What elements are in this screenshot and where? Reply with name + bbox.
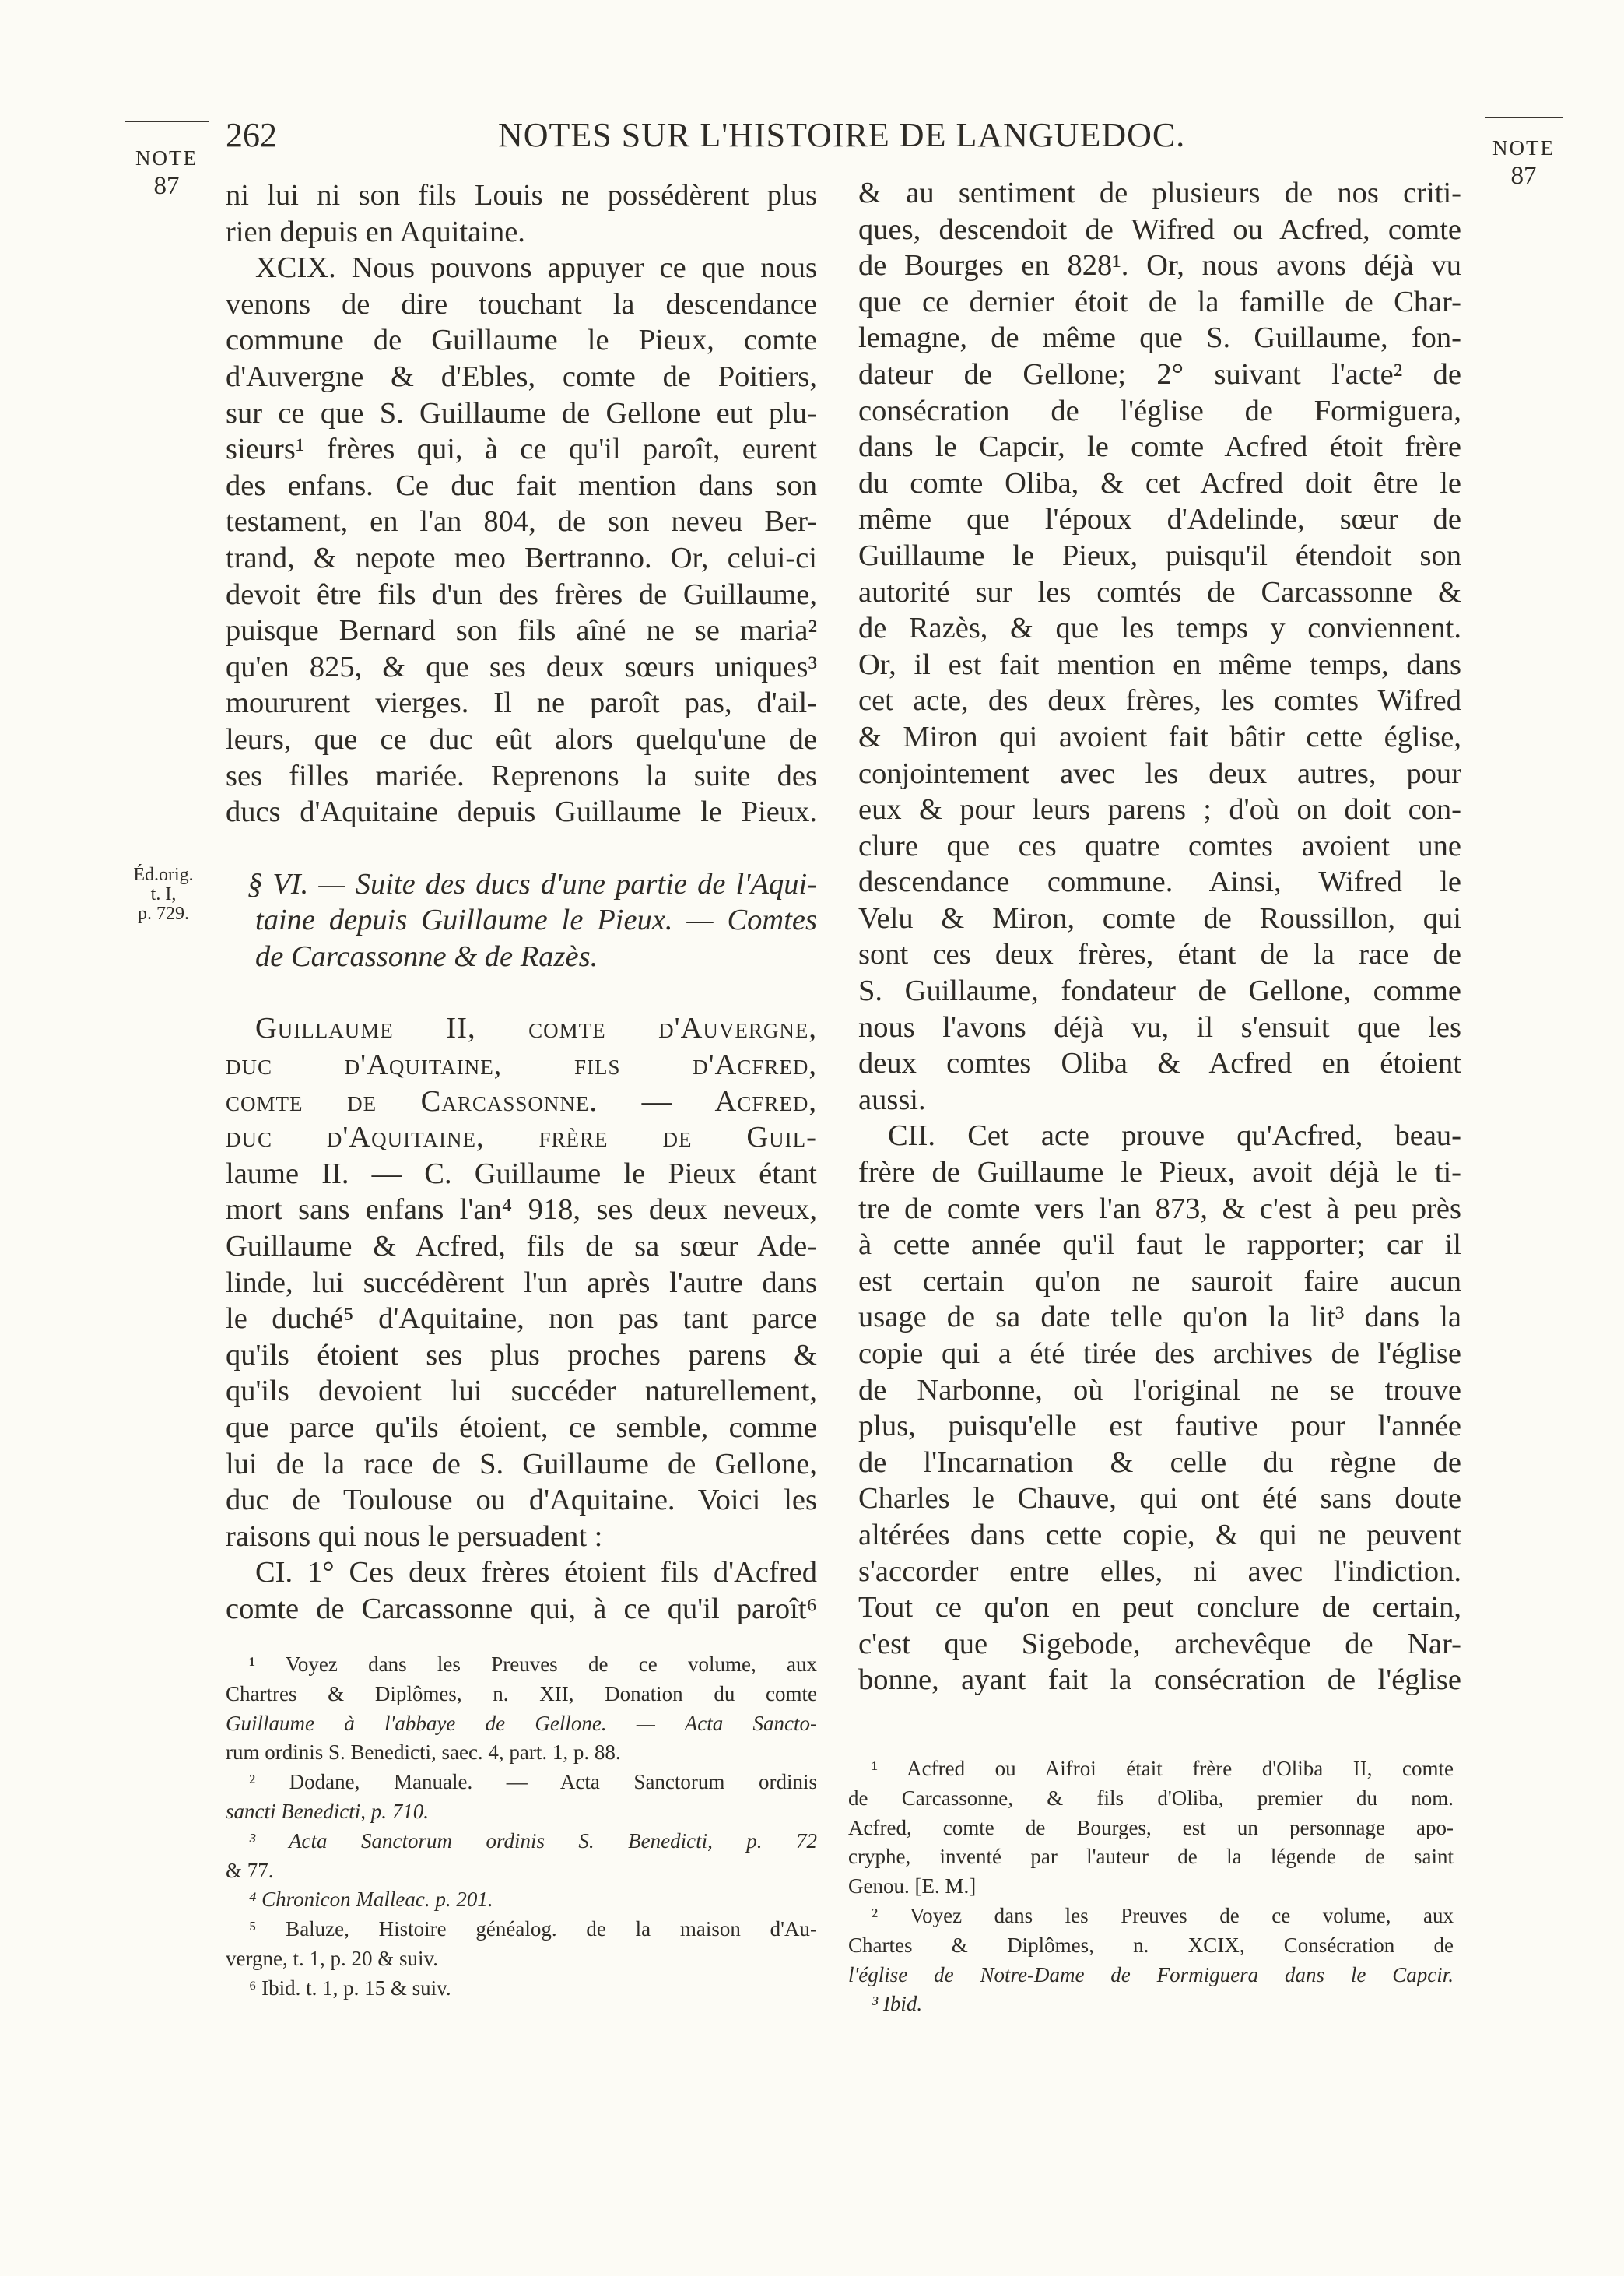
text-line: aussi. (858, 1083, 926, 1116)
text-line: à cette année qu'il faut le rapporter; car il (858, 1228, 1461, 1262)
text-line: qu'ils étoient ses plus proches parens & (226, 1338, 817, 1372)
text-line: bonne, ayant fait la consécration de l'église (858, 1663, 1461, 1697)
text-line: de Razès, & que les temps y conviennent. (858, 612, 1461, 645)
paragraph-xcix: XCIX. Nous pouvons appuyer ce que nous (255, 251, 817, 285)
text-line: cet acte, des deux frères, les comtes Wifred (858, 684, 1461, 718)
text-line: moururent vierges. Il ne paroît pas, d'ail- (226, 687, 817, 720)
text-line: Charles le Chauve, qui ont été sans doute (858, 1482, 1461, 1516)
text-line: ducs d'Aquitaine depuis Guillaume le Pieux. (226, 796, 817, 829)
text-line: Guillaume le Pieux, puisqu'il étendoit son (858, 539, 1461, 572)
text-line: linde, lui succédèrent l'un après l'autre dans (226, 1266, 817, 1299)
footnote-line: Chartres & Diplômes, n. XII, Donation du comte (226, 1681, 817, 1705)
footnote-line: ³ Ibid. (872, 1992, 923, 2016)
text-line: du comte Oliba, & cet Acfred doit être le (858, 466, 1461, 500)
margin-note-original-edition: Éd.orig. t. I, p. 729. (133, 865, 194, 924)
text-line: commune de Guillaume le Pieux, comte (226, 324, 817, 357)
running-title: NOTES SUR L'HISTOIRE DE LANGUEDOC. (498, 116, 1186, 154)
footnote-line: Guillaume à l'abbaye de Gellone. — Acta Sancto- (226, 1711, 817, 1735)
text-line: le duché⁵ d'Aquitaine, non pas tant parce (226, 1302, 817, 1336)
paragraph-ci: CI. 1° Ces deux frères étoient fils d'Acfred (255, 1556, 817, 1589)
text-line: Or, il est fait mention en même temps, dans (858, 648, 1461, 681)
text-line: ques, descendoit de Wifred ou Acfred, comte (858, 212, 1461, 246)
chapter-title: comte de Carcassonne. — Acfred, (226, 1084, 817, 1118)
text-line: copie qui a été tirée des archives de l'église (858, 1337, 1461, 1370)
text-line: sur ce que S. Guillaume de Gellone eut plu- (226, 396, 817, 430)
footnote-line: Chartes & Diplômes, n. XCIX, Consécration de (848, 1933, 1454, 1957)
text-line: dateur de Gellone; 2° suivant l'acte² de (858, 357, 1461, 391)
text-line: de Narbonne, où l'original ne se trouve (858, 1373, 1461, 1407)
footnote-line: ⁵ Baluze, Histoire généalog. de la maison d'Au- (249, 1917, 817, 1941)
text-line: s'accorder entre elles, ni avec l'indiction. (858, 1554, 1461, 1588)
text-line: frère de Guillaume le Pieux, avoit déjà le ti- (858, 1156, 1461, 1189)
left-text-column (226, 177, 817, 1628)
text-line: sont ces deux frères, étant de la race de (858, 938, 1461, 971)
footnote-line: de Carcassonne, & fils d'Oliba, premier du nom. (848, 1786, 1454, 1810)
paragraph-cii: CII. Cet acte prouve qu'Acfred, beau- (888, 1119, 1461, 1153)
footnote-line: ⁴ Chronicon Malleac. p. 201. (249, 1888, 493, 1912)
text-line: clure que ces quatre comtes avoient une (858, 829, 1461, 862)
text-line: que parce qu'ils étoient, ce semble, comme (226, 1411, 817, 1444)
text-line: Velu & Miron, comte de Roussillon, qui (858, 901, 1461, 935)
text-line: Tout ce qu'on en peut conclure de certain, (858, 1591, 1461, 1624)
text-line: d'Auvergne & d'Ebles, comte de Poitiers, (226, 360, 817, 393)
page-number: 262 (226, 116, 277, 154)
text-line: venons de dire touchant la descendance (226, 287, 817, 321)
section-heading: § VI. — Suite des ducs d'une partie de l'Aqui- (247, 867, 817, 901)
footnote-line: ² Voyez dans les Preuves de ce volume, aux (872, 1903, 1454, 1927)
text-line: altérées dans cette copie, & qui ne peuvent (858, 1518, 1461, 1551)
text-line: que ce dernier étoit de la famille de Char- (858, 285, 1461, 318)
footnote-line: Genou. [E. M.] (848, 1874, 977, 1898)
text-line: c'est que Sigebode, archevêque de Nar- (858, 1627, 1461, 1660)
text-line: de l'Incarnation & celle du règne de (858, 1445, 1461, 1479)
text-line: leurs, que ce duc eût alors quelqu'une de (226, 722, 817, 756)
text-line: est certain qu'on ne sauroit faire aucun (858, 1264, 1461, 1298)
chapter-title: duc d'Aquitaine, frère de Guil- (226, 1121, 817, 1154)
text-line: usage de sa date telle qu'on la lit³ dans la (858, 1301, 1461, 1334)
text-line: puisque Bernard son fils aîné ne se maria² (226, 614, 817, 648)
text-line: de Bourges en 828¹. Or, nous avons déjà vu (858, 249, 1461, 283)
text-line: laume II. — C. Guillaume le Pieux étant (226, 1157, 817, 1190)
text-line: autorité sur les comtés de Carcassonne & (858, 575, 1461, 609)
text-line: eux & pour leurs parens ; d'où on doit con- (858, 793, 1461, 827)
right-footnotes (848, 1754, 1454, 2019)
text-line: lemagne, de même que S. Guillaume, fon- (858, 321, 1461, 355)
footnote-line: l'église de Notre-Dame de Formiguera dans le Capcir. (848, 1962, 1454, 1986)
text-line: & au sentiment de plusieurs de nos criti- (858, 177, 1461, 209)
footnote-line: vergne, t. 1, p. 20 & suiv. (226, 1946, 438, 1970)
text-line: S. Guillaume, fondateur de Gellone, comme (858, 975, 1461, 1008)
footnote-line: sancti Benedicti, p. 710. (226, 1799, 429, 1823)
text-line: des enfans. Ce duc fait mention dans son (226, 469, 817, 502)
footnote-line: rum ordinis S. Benedicti, saec. 4, part. 1, p. 88. (226, 1740, 621, 1765)
right-text-column (858, 175, 1461, 1698)
footnote-line: ⁶ Ibid. t. 1, p. 15 & suiv. (249, 1976, 451, 2000)
footnote-line: ¹ Voyez dans les Preuves de ce volume, aux (249, 1653, 817, 1676)
left-footnotes (226, 1650, 817, 2004)
text-line: tre de comte vers l'an 873, & c'est à peu près (858, 1192, 1461, 1225)
text-line: deux comtes Oliba & Acfred en étoient (858, 1047, 1461, 1080)
left-header-rule (125, 121, 209, 122)
text-line: mort sans enfans l'an⁴ 918, ses deux neveux, (226, 1193, 817, 1227)
text-line: descendance commune. Ainsi, Wifred le (858, 866, 1461, 899)
text-line: lui de la race de S. Guillaume de Gellone, (226, 1447, 817, 1480)
text-line: trand, & nepote meo Bertranno. Or, celui-ci (226, 541, 817, 574)
text-line: ni lui ni son fils Louis ne possédèrent plus (226, 179, 817, 212)
text-line: conjointement avec les deux autres, pour (858, 757, 1461, 790)
text-line: consécration de l'église de Formiguera, (858, 394, 1461, 427)
section-heading: de Carcassonne & de Razès. (255, 940, 598, 973)
text-line: comte de Carcassonne qui, à ce qu'il paroît⁶ (226, 1592, 817, 1625)
text-line: Guillaume & Acfred, fils de sa sœur Ade- (226, 1230, 817, 1263)
right-note-tag: NOTE 87 (1492, 136, 1555, 190)
section-heading: taine depuis Guillaume le Pieux. — Comtes (255, 904, 817, 937)
footnote-line: Acfred, comte de Bourges, est un personnage apo- (848, 1815, 1454, 1839)
text-line: rien depuis en Aquitaine. (226, 215, 525, 248)
right-header-rule (1485, 117, 1563, 118)
text-line: nous l'avons déjà vu, il s'ensuit que les (858, 1010, 1461, 1044)
chapter-title: duc d'Aquitaine, fils d'Acfred, (226, 1048, 817, 1082)
footnote-line: ³ Acta Sanctorum ordinis S. Benedicti, p. 72 (249, 1828, 817, 1853)
text-line: duc de Toulouse ou d'Aquitaine. Voici les (226, 1484, 817, 1517)
text-line: ses filles mariée. Reprenons la suite des (226, 759, 817, 792)
text-line: raisons qui nous le persuadent : (226, 1519, 603, 1553)
footnote-line: & 77. (226, 1858, 274, 1882)
left-note-tag: NOTE 87 (135, 146, 198, 200)
text-line: devoit être fils d'un des frères de Guillaume, (226, 578, 817, 611)
text-line: dans le Capcir, le comte Acfred étoit frère (858, 430, 1461, 464)
text-line: & Miron qui avoient fait bâtir cette église, (858, 720, 1461, 753)
text-line: plus, puisqu'elle est fautive pour l'année (858, 1410, 1461, 1443)
footnote-line: ¹ Acfred ou Aifroi était frère d'Oliba II, comte (872, 1757, 1454, 1780)
footnote-line: cryphe, inventé par l'auteur de la légende de saint (848, 1845, 1454, 1869)
footnote-line: ² Dodane, Manuale. — Acta Sanctorum ordinis (249, 1770, 817, 1794)
text-line: testament, en l'an 804, de son neveu Ber- (226, 505, 817, 539)
text-line: qu'en 825, & que ses deux sœurs uniques³ (226, 650, 817, 683)
text-line: qu'ils devoient lui succéder naturellement, (226, 1375, 817, 1408)
text-line: sieurs¹ frères qui, à ce qu'il paroît, eurent (226, 433, 817, 466)
chapter-title: Guillaume II, comte d'Auvergne, (255, 1012, 817, 1045)
text-line: même que l'époux d'Adelinde, sœur de (858, 503, 1461, 536)
